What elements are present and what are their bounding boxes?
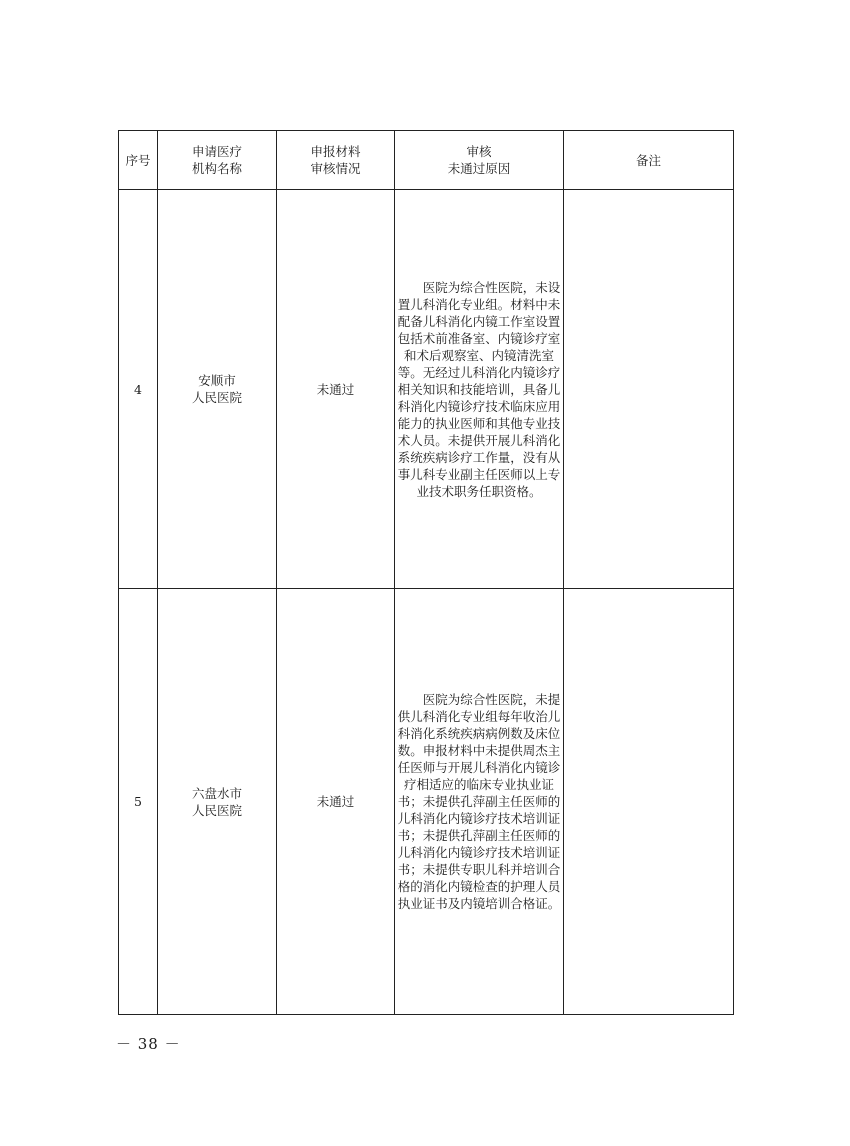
row-reason: 医院为综合性医院，未设置儿科消化专业组。材料中未配备儿科消化内镜工作室设置包括术前准备室、内镜诊疗室和术后观察室、内镜清洗室等。无经过儿科消化内镜诊疗相关知识和技能培训，具备儿科消化内镜诊疗技术临床应用能力的执业医师和其他专业技术人员。未提供开展儿科消化系统疾病诊疗工作量，没有从事儿科专业副主任医师以上专业技术职务任职资格。 <box>395 190 564 589</box>
table-row <box>119 589 734 1015</box>
row-remark <box>564 589 734 1015</box>
header-line: 机构名称 <box>191 161 242 176</box>
header-line: 备注 <box>635 152 661 168</box>
header-review-status <box>277 131 395 190</box>
row-institution <box>158 190 277 589</box>
row-institution <box>158 589 277 1015</box>
institution-line: 人民医院 <box>191 802 242 818</box>
review-table <box>118 130 734 1015</box>
header-line: 申报材料 <box>310 144 361 159</box>
header-line: 审核情况 <box>310 161 361 176</box>
row-serial: 4 <box>119 190 158 589</box>
row-reason: 医院为综合性医院，未提供儿科消化专业组每年收治儿科消化系统疾病病例数及床位数。申报材料中未提供周杰主任医师与开展儿科消化内镜诊疗相适应的临床专业执业证书；未提供孔萍副主任医师的儿科消化内镜诊疗技术培训证书；未提供孔萍副主任医师的儿科消化内镜诊疗技术培训证书；未提供专职儿科并培训合格的消化内镜检查的护理人员执业证书及内镜培训合格证。 <box>395 589 564 1015</box>
table-header-row <box>119 131 734 190</box>
header-line: 审核 <box>466 144 492 159</box>
header-line: 序号 <box>125 152 151 168</box>
header-line: 未通过原因 <box>447 161 511 176</box>
row-status: 未通过 <box>277 190 395 589</box>
row-remark <box>564 190 734 589</box>
row-serial: 5 <box>119 589 158 1015</box>
institution-line: 六盘水市 <box>191 785 242 801</box>
header-institution <box>158 131 277 190</box>
header-serial <box>119 131 158 190</box>
header-line: 申请医疗 <box>191 144 242 159</box>
row-status: 未通过 <box>277 589 395 1015</box>
table-row <box>119 190 734 589</box>
header-remark <box>564 131 734 190</box>
header-reason <box>395 131 564 190</box>
institution-line: 安顺市 <box>198 373 236 388</box>
page-number: － 38 － <box>116 1035 181 1053</box>
institution-line: 人民医院 <box>191 390 242 405</box>
